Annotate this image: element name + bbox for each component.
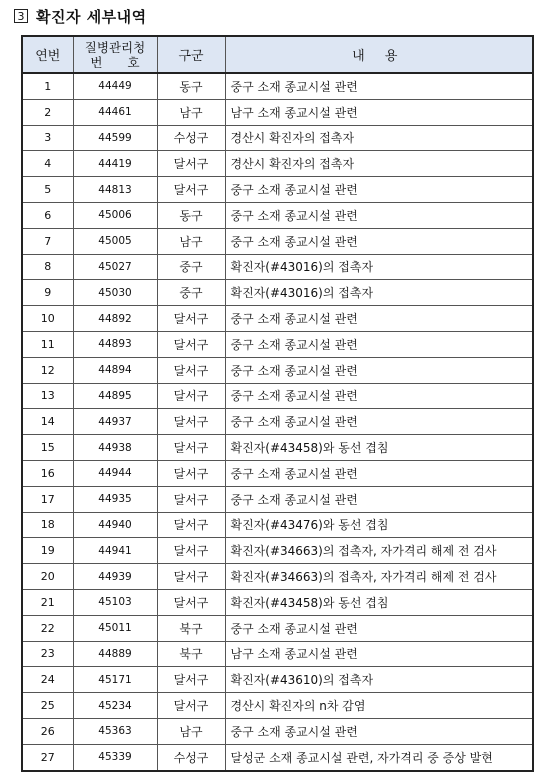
cell-district: 달서구 [157, 331, 225, 357]
cell-serial-number: 12 [22, 357, 73, 383]
cell-district: 달서구 [157, 409, 225, 435]
cell-case-number: 44889 [73, 641, 157, 667]
cell-case-number: 44895 [73, 383, 157, 409]
cell-district: 달서구 [157, 512, 225, 538]
table-row [22, 383, 533, 409]
header-case-number [73, 36, 157, 73]
cell-district: 북구 [157, 641, 225, 667]
cell-case-number: 44461 [73, 99, 157, 125]
cell-district: 남구 [157, 99, 225, 125]
cell-serial-number: 1 [22, 73, 73, 99]
cell-content: 중구 소재 종교시설 관련 [225, 177, 533, 203]
table-row [22, 538, 533, 564]
cell-case-number: 45171 [73, 667, 157, 693]
table-row [22, 667, 533, 693]
table-row [22, 357, 533, 383]
cell-content: 확진자(#43016)의 접촉자 [225, 254, 533, 280]
cell-content: 확진자(#43458)와 동선 겹침 [225, 589, 533, 615]
table-row [22, 589, 533, 615]
cell-content: 경산시 확진자의 n차 감염 [225, 693, 533, 719]
cell-district: 수성구 [157, 125, 225, 151]
cell-district: 달서구 [157, 435, 225, 461]
section-number-box: 3 [14, 9, 28, 23]
cell-content: 확진자(#43016)의 접촉자 [225, 280, 533, 306]
cell-district: 중구 [157, 280, 225, 306]
cell-district: 달서구 [157, 538, 225, 564]
cell-case-number: 44813 [73, 177, 157, 203]
table-row [22, 718, 533, 744]
cell-content: 중구 소재 종교시설 관련 [225, 409, 533, 435]
cell-content: 확진자(#43610)의 접촉자 [225, 667, 533, 693]
table-row [22, 73, 533, 99]
table-row [22, 744, 533, 770]
header-case-number-line2: 번 호 [90, 54, 140, 70]
cell-serial-number: 10 [22, 306, 73, 332]
cell-serial-number: 5 [22, 177, 73, 203]
cell-serial-number: 26 [22, 718, 73, 744]
cell-district: 달서구 [157, 151, 225, 177]
cell-case-number: 44935 [73, 486, 157, 512]
cell-case-number: 44449 [73, 73, 157, 99]
cell-serial-number: 11 [22, 331, 73, 357]
cell-district: 달서구 [157, 306, 225, 332]
cell-district: 달서구 [157, 589, 225, 615]
case-details-table [21, 35, 534, 772]
cell-serial-number: 20 [22, 564, 73, 590]
table-row [22, 125, 533, 151]
section-heading [14, 6, 147, 26]
table-row [22, 254, 533, 280]
cell-case-number: 45103 [73, 589, 157, 615]
table-header-row [22, 36, 533, 73]
cell-district: 남구 [157, 718, 225, 744]
header-content: 내 용 [225, 36, 533, 73]
cell-district: 달서구 [157, 693, 225, 719]
cell-content: 확진자(#43476)와 동선 겹침 [225, 512, 533, 538]
table-body [22, 73, 533, 771]
table-row [22, 331, 533, 357]
cell-case-number: 44938 [73, 435, 157, 461]
cell-serial-number: 6 [22, 202, 73, 228]
cell-case-number: 44940 [73, 512, 157, 538]
cell-serial-number: 14 [22, 409, 73, 435]
cell-case-number: 44937 [73, 409, 157, 435]
cell-content: 중구 소재 종교시설 관련 [225, 73, 533, 99]
cell-content: 남구 소재 종교시설 관련 [225, 99, 533, 125]
table-row [22, 151, 533, 177]
cell-case-number: 45234 [73, 693, 157, 719]
table-row [22, 460, 533, 486]
cell-content: 확진자(#34663)의 접촉자, 자가격리 해제 전 검사 [225, 538, 533, 564]
cell-case-number: 44599 [73, 125, 157, 151]
table-row [22, 177, 533, 203]
cell-case-number: 45006 [73, 202, 157, 228]
cell-case-number: 44894 [73, 357, 157, 383]
cell-content: 중구 소재 종교시설 관련 [225, 460, 533, 486]
cell-content: 중구 소재 종교시설 관련 [225, 615, 533, 641]
cell-content: 남구 소재 종교시설 관련 [225, 641, 533, 667]
cell-district: 달서구 [157, 177, 225, 203]
table-row [22, 435, 533, 461]
cell-case-number: 45027 [73, 254, 157, 280]
cell-case-number: 45005 [73, 228, 157, 254]
table-row [22, 486, 533, 512]
section-title: 확진자 세부내역 [36, 7, 147, 26]
cell-case-number: 45339 [73, 744, 157, 770]
cell-case-number: 44939 [73, 564, 157, 590]
cell-content: 중구 소재 종교시설 관련 [225, 357, 533, 383]
table-row [22, 512, 533, 538]
cell-serial-number: 21 [22, 589, 73, 615]
cell-content: 확진자(#34663)의 접촉자, 자가격리 해제 전 검사 [225, 564, 533, 590]
table-row [22, 99, 533, 125]
cell-content: 경산시 확진자의 접촉자 [225, 151, 533, 177]
cell-serial-number: 2 [22, 99, 73, 125]
cell-district: 달서구 [157, 564, 225, 590]
cell-content: 경산시 확진자의 접촉자 [225, 125, 533, 151]
cell-serial-number: 7 [22, 228, 73, 254]
cell-content: 중구 소재 종교시설 관련 [225, 383, 533, 409]
cell-content: 달성군 소재 종교시설 관련, 자가격리 중 증상 발현 [225, 744, 533, 770]
cell-case-number: 44419 [73, 151, 157, 177]
header-serial-number: 연번 [22, 36, 73, 73]
table-row [22, 615, 533, 641]
cell-serial-number: 16 [22, 460, 73, 486]
cell-serial-number: 23 [22, 641, 73, 667]
cell-serial-number: 18 [22, 512, 73, 538]
cell-case-number: 44893 [73, 331, 157, 357]
cell-serial-number: 22 [22, 615, 73, 641]
table-row [22, 693, 533, 719]
cell-content: 중구 소재 종교시설 관련 [225, 718, 533, 744]
cell-district: 동구 [157, 73, 225, 99]
cell-content: 중구 소재 종교시설 관련 [225, 202, 533, 228]
cell-serial-number: 15 [22, 435, 73, 461]
cell-serial-number: 17 [22, 486, 73, 512]
table-row [22, 409, 533, 435]
table-row [22, 306, 533, 332]
table-row [22, 280, 533, 306]
cell-district: 달서구 [157, 486, 225, 512]
table-row [22, 641, 533, 667]
cell-serial-number: 3 [22, 125, 73, 151]
cell-content: 중구 소재 종교시설 관련 [225, 306, 533, 332]
cell-case-number: 44892 [73, 306, 157, 332]
cell-case-number: 45011 [73, 615, 157, 641]
table-row [22, 564, 533, 590]
cell-district: 남구 [157, 228, 225, 254]
cell-serial-number: 13 [22, 383, 73, 409]
cell-serial-number: 24 [22, 667, 73, 693]
cell-district: 수성구 [157, 744, 225, 770]
cell-serial-number: 25 [22, 693, 73, 719]
cell-serial-number: 9 [22, 280, 73, 306]
cell-content: 중구 소재 종교시설 관련 [225, 228, 533, 254]
cell-case-number: 44941 [73, 538, 157, 564]
cell-district: 달서구 [157, 667, 225, 693]
cell-district: 동구 [157, 202, 225, 228]
cell-serial-number: 8 [22, 254, 73, 280]
cell-content: 확진자(#43458)와 동선 겹침 [225, 435, 533, 461]
cell-case-number: 45363 [73, 718, 157, 744]
cell-district: 달서구 [157, 357, 225, 383]
cell-case-number: 44944 [73, 460, 157, 486]
cell-serial-number: 19 [22, 538, 73, 564]
cell-district: 중구 [157, 254, 225, 280]
cell-case-number: 45030 [73, 280, 157, 306]
table-row [22, 228, 533, 254]
cell-serial-number: 4 [22, 151, 73, 177]
cell-content: 중구 소재 종교시설 관련 [225, 486, 533, 512]
cell-serial-number: 27 [22, 744, 73, 770]
header-case-number-line1: 질병관리청 [84, 39, 146, 55]
cell-district: 북구 [157, 615, 225, 641]
cell-district: 달서구 [157, 383, 225, 409]
cell-district: 달서구 [157, 460, 225, 486]
table-row [22, 202, 533, 228]
header-district: 구군 [157, 36, 225, 73]
cell-content: 중구 소재 종교시설 관련 [225, 331, 533, 357]
